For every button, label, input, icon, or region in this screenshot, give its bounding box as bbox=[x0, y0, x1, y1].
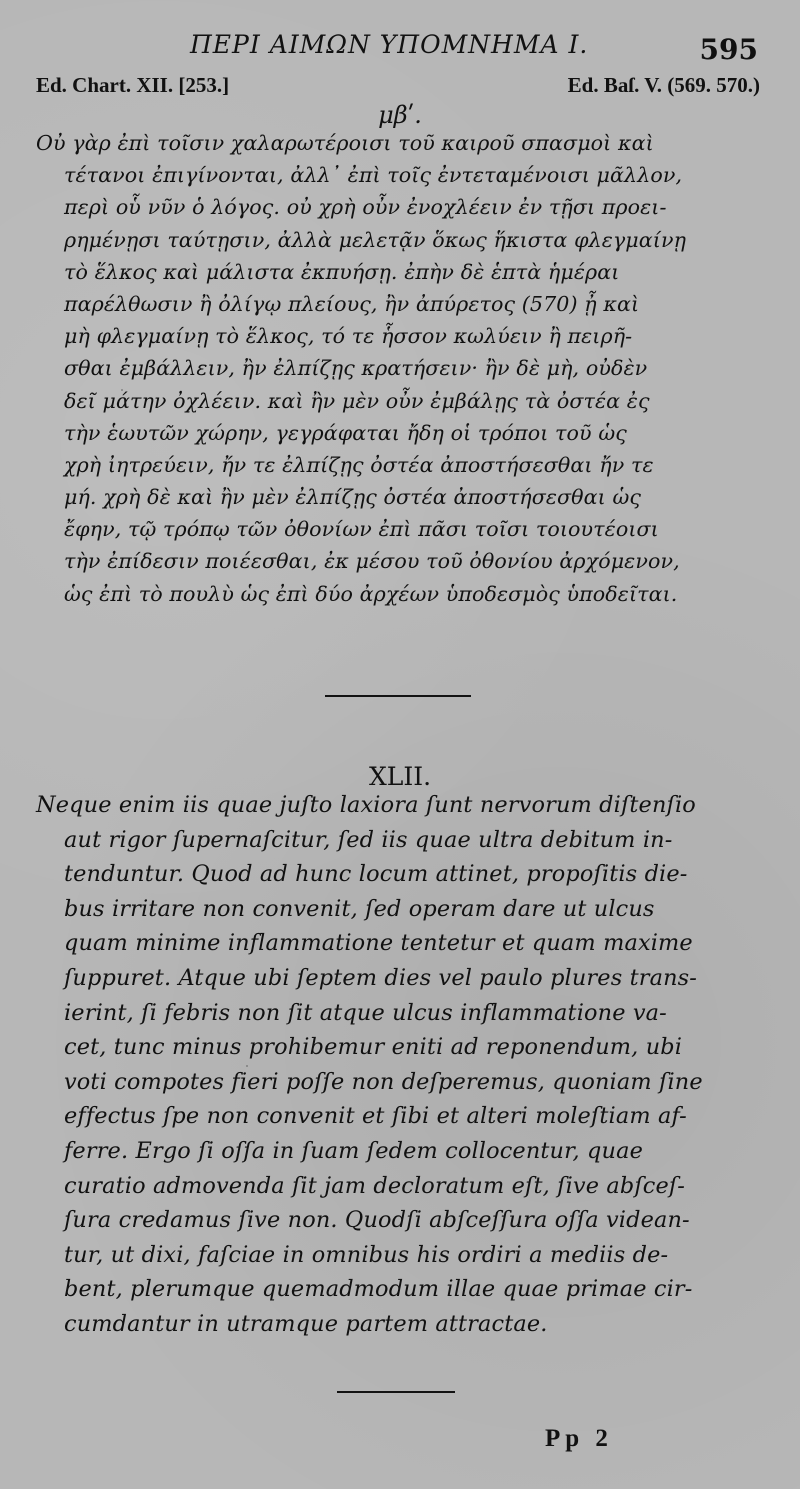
greek-line: ρημένῃσι ταύτῃσιν, ἀλλὰ μελετᾷν ὅκως ἥκιστα φλεγμαίνῃ bbox=[64, 227, 687, 252]
latin-line: aut rigor ſupernaſcitur, ſed iis quae ultra debitum in- bbox=[64, 826, 673, 853]
footer-divider bbox=[337, 1391, 455, 1393]
paper-speck bbox=[388, 432, 390, 434]
section-divider bbox=[325, 695, 471, 697]
running-head bbox=[0, 30, 800, 64]
latin-line: tenduntur. Quod ad hunc locum attinet, propoſitis die- bbox=[64, 861, 688, 888]
greek-line: ὡς ἐπὶ τὸ πουλὺ ὡς ἐπὶ δύο ἀρχέων ὑποδεσμὸς ὑποδεῖται. bbox=[64, 581, 678, 606]
paper-speck bbox=[246, 1065, 248, 1067]
greek-line: Οὐ γὰρ ἐπὶ τοῖσιν χαλαρωτέροισι τοῦ καιροῦ σπασμοὶ καὶ bbox=[36, 131, 654, 155]
greek-section-heading: μβʹ. bbox=[378, 101, 422, 129]
greek-line: τέτανοι ἐπιγίνονται, ἀλλ᾽ ἐπὶ τοῖς ἐντεταμένοισι μᾶλλον, bbox=[64, 163, 683, 188]
greek-line: χρὴ ἰητρεύειν, ἤν τε ἐλπίζῃς ὀστέα ἀποστήσεσθαι ἤν τε bbox=[64, 452, 654, 477]
page-number: 595 bbox=[699, 33, 758, 66]
greek-line: σθαι ἐμβάλλειν, ἢν ἐλπίζῃς κρατήσειν· ἢν δὲ μὴ, οὐδὲν bbox=[64, 356, 648, 381]
edition-line bbox=[36, 73, 760, 101]
latin-line: ſuppuret. Atque ubi ſeptem dies vel paulo plures trans- bbox=[64, 964, 698, 991]
greek-line: δεῖ μάτην ὀχλέειν. καὶ ἢν μὲν οὖν ἐμβάλῃς τὰ ὀστέα ἐς bbox=[64, 388, 650, 413]
latin-line: ſura credamus ſive non. Quodſi abſceſſura oſſa videan- bbox=[64, 1207, 690, 1234]
latin-line: curatio admovenda ſit jam decloratum eſt, ſive abſceſ- bbox=[64, 1172, 686, 1199]
edition-left: Ed. Chart. XII. [253.] bbox=[36, 73, 230, 97]
greek-line: τὸ ἕλκος καὶ μάλιστα ἐκπυήσῃ. ἐπὴν δὲ ἑπτὰ ἡμέραι bbox=[64, 259, 620, 284]
latin-line: cumdantur in utramque partem attractae. bbox=[64, 1310, 548, 1337]
greek-line: ἔφην, τῷ τρόπῳ τῶν ὀθονίων ἐπὶ πᾶσι τοῖσι τοιουτέοισι bbox=[64, 517, 659, 542]
latin-text-block bbox=[36, 792, 768, 1346]
latin-line: ferre. Ergo ſi oſſa in ſuam ſedem collocentur, quae bbox=[64, 1137, 644, 1164]
latin-line: cet, tunc minus prohibemur eniti ad reponendum, ubi bbox=[64, 1034, 683, 1061]
paper-speck bbox=[121, 389, 123, 391]
edition-right: Ed. Baſ. V. (569. 570.) bbox=[567, 73, 760, 97]
greek-line: τὴν ἑωυτῶν χώρην, γεγράφαται ἤδη οἱ τρόποι τοῦ ὡς bbox=[64, 420, 627, 445]
latin-line: bent, plerumque quemadmodum illae quae primae cir- bbox=[64, 1276, 693, 1303]
latin-line: Neque enim iis quae juſto laxiora ſunt nervorum diſtenſio bbox=[36, 792, 696, 818]
latin-line: ierint, ſi febris non ſit atque ulcus inflammatione va- bbox=[64, 999, 667, 1026]
latin-line: bus irritare non convenit, ſed operam dare ut ulcus bbox=[64, 895, 655, 922]
latin-line: effectus ſpe non convenit et ſibi et alteri moleſtiam af- bbox=[64, 1103, 687, 1130]
greek-line: μή. χρὴ δὲ καὶ ἢν μὲν ἐλπίζῃς ὀστέα ἀποστήσεσθαι ὡς bbox=[64, 485, 642, 510]
running-title: ΠΕΡΙ ΑΙΜΩΝ ΥΠΟΜΝΗΜΑ Ι. bbox=[190, 30, 589, 59]
signature-mark: Pp 2 bbox=[545, 1425, 613, 1452]
latin-line: voti compotes fieri poſſe non deſperemus, quoniam ſine bbox=[64, 1068, 703, 1095]
greek-line: περὶ οὗ νῦν ὁ λόγος. οὐ χρὴ οὖν ἐνοχλέειν ἐν τῇσι προει- bbox=[64, 195, 667, 220]
greek-line: μὴ φλεγμαίνῃ τὸ ἕλκος, τό τε ἧσσον κωλύειν ἢ πειρῆ- bbox=[64, 324, 633, 349]
greek-line: τὴν ἐπίδεσιν ποιέεσθαι, ἐκ μέσου τοῦ ὀθονίου ἀρχόμενον, bbox=[64, 549, 680, 574]
greek-line: παρέλθωσιν ἢ ὀλίγῳ πλείους, ἢν ἀπύρετος (570) ᾖ καὶ bbox=[64, 291, 640, 316]
latin-line: quam minime inflammatione tentetur et quam maxime bbox=[64, 930, 693, 957]
greek-text-block bbox=[36, 131, 764, 614]
paper-speck bbox=[555, 1287, 557, 1289]
latin-line: tur, ut dixi, faſciae in omnibus his ordiri a mediis de- bbox=[64, 1241, 669, 1268]
latin-section-heading: XLII. bbox=[368, 762, 432, 791]
